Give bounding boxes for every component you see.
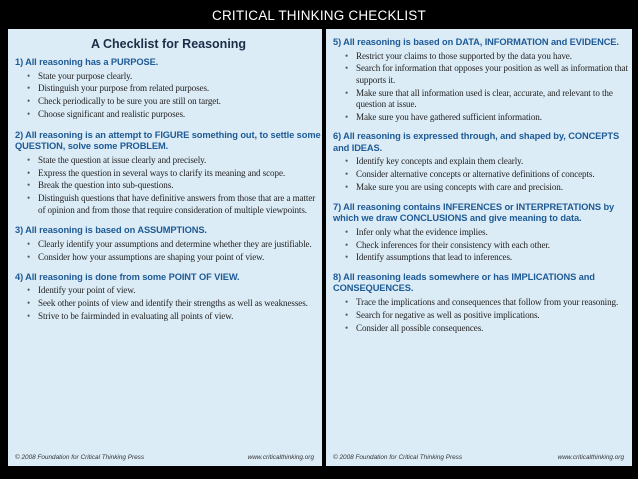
checklist-section <box>15 57 322 121</box>
bullet-item: • Make sure that all information used is clear, accurate, and relevant to the question at issue. <box>345 88 632 111</box>
left-sections <box>15 57 322 323</box>
section-heading <box>15 272 322 284</box>
bullet-item: • Express the question in several ways to clarify its meaning and scope. <box>27 168 322 179</box>
bullet-item: • Consider how your assumptions are shaping your point of view. <box>27 252 322 263</box>
bullet-list <box>15 71 322 121</box>
section-number: 7) <box>333 201 342 212</box>
section-heading <box>333 272 632 295</box>
bullet-item: • Trace the implications and consequences that follow from your reasoning. <box>345 297 632 308</box>
left-footer <box>15 454 314 461</box>
right-footer <box>333 454 624 461</box>
bullet-item: • Clearly identify your assumptions and determine whether they are justifiable. <box>27 239 322 250</box>
section-title: All reasoning is done from some POINT OF VIEW. <box>25 271 240 282</box>
checklist-section <box>333 202 632 264</box>
copyright-text: © 2008 Foundation for Critical Thinking Press <box>15 454 145 461</box>
section-title: All reasoning is expressed through, and shaped by, CONCEPTS and IDEAS. <box>333 131 620 153</box>
section-heading <box>15 225 322 237</box>
bullet-item: • Check inferences for their consistency with each other. <box>345 240 632 251</box>
section-title: All reasoning has a PURPOSE. <box>25 57 159 67</box>
bullet-item: • Consider all possible consequences. <box>345 323 632 334</box>
bullet-item: • State the question at issue clearly and precisely. <box>27 155 322 166</box>
slide-title: CRITICAL THINKING CHECKLIST <box>212 8 426 23</box>
bullet-item: • State your purpose clearly. <box>27 71 322 82</box>
bullet-item: • Search for negative as well as positive implications. <box>345 310 632 321</box>
bullet-item: • Check periodically to be sure you are still on target. <box>27 96 322 107</box>
right-sections <box>333 37 632 334</box>
section-heading <box>15 130 322 153</box>
checklist-section <box>15 225 322 263</box>
right-checklist-panel <box>326 29 632 466</box>
section-heading <box>333 202 632 225</box>
bullet-item: • Seek other points of view and identify their strengths as well as weaknesses. <box>27 298 322 309</box>
bullet-item: • Make sure you have gathered sufficient information. <box>345 112 632 123</box>
section-number: 2) <box>15 129 24 140</box>
bullet-list <box>15 285 322 322</box>
bullet-list <box>333 156 632 193</box>
section-number: 1) <box>15 57 24 67</box>
bullet-item: • Restrict your claims to those supported by the data you have. <box>345 51 632 62</box>
bullet-list <box>333 227 632 264</box>
checklist-section <box>333 272 632 334</box>
bullet-item: • Identify key concepts and explain them clearly. <box>345 156 632 167</box>
bullet-item: • Identify assumptions that lead to inferences. <box>345 252 632 263</box>
section-title: All reasoning is based on ASSUMPTIONS. <box>25 225 207 236</box>
checklist-section <box>15 130 322 217</box>
section-number: 8) <box>333 271 342 282</box>
bullet-list <box>15 155 322 217</box>
bullet-item: • Consider alternative concepts or alternative definitions of concepts. <box>345 169 632 180</box>
bullet-item: • Infer only what the evidence implies. <box>345 227 632 238</box>
section-title: All reasoning leads somewhere or has IMPLICATIONS and CONSEQUENCES. <box>333 271 595 294</box>
bullet-item: • Identify your point of view. <box>27 285 322 296</box>
section-number: 4) <box>15 271 24 282</box>
checklist-section <box>15 272 322 323</box>
bullet-item: • Distinguish your purpose from related purposes. <box>27 83 322 94</box>
bullet-item: • Strive to be fairminded in evaluating all points of view. <box>27 311 322 322</box>
bullet-list <box>333 297 632 334</box>
left-checklist-panel <box>8 29 322 466</box>
website-text: www.criticalthinking.org <box>557 454 624 461</box>
bullet-item: • Make sure you are using concepts with care and precision. <box>345 182 632 193</box>
bullet-item: • Distinguish questions that have definitive answers from those that are a matter of opinion and from those that require consideration of multiple viewpoints. <box>27 193 322 216</box>
bullet-list <box>15 239 322 263</box>
website-text: www.criticalthinking.org <box>247 454 314 461</box>
section-title: All reasoning is an attempt to FIGURE something out, to settle some QUESTION, solve some PROBLEM. <box>15 129 321 152</box>
bullet-item: • Choose significant and realistic purposes. <box>27 109 322 120</box>
section-number: 5) <box>333 37 342 47</box>
copyright-text: © 2008 Foundation for Critical Thinking Press <box>333 454 463 461</box>
section-title: All reasoning is based on DATA, INFORMATION and EVIDENCE. <box>343 37 619 47</box>
bullet-item: • Break the question into sub-questions. <box>27 180 322 191</box>
checklist-section <box>333 37 632 123</box>
bullet-list <box>333 51 632 124</box>
bullet-item: • Search for information that opposes your position as well as information that supports it. <box>345 63 632 86</box>
section-title: All reasoning contains INFERENCES or INTERPRETATIONS by which we draw CONCLUSIONS and give meaning to data. <box>333 201 615 224</box>
section-heading <box>333 131 632 154</box>
section-heading <box>15 57 322 69</box>
section-number: 6) <box>333 131 342 142</box>
section-heading <box>333 37 632 49</box>
checklist-heading: A Checklist for Reasoning <box>90 37 247 51</box>
checklist-section <box>333 131 632 193</box>
section-number: 3) <box>15 225 24 236</box>
